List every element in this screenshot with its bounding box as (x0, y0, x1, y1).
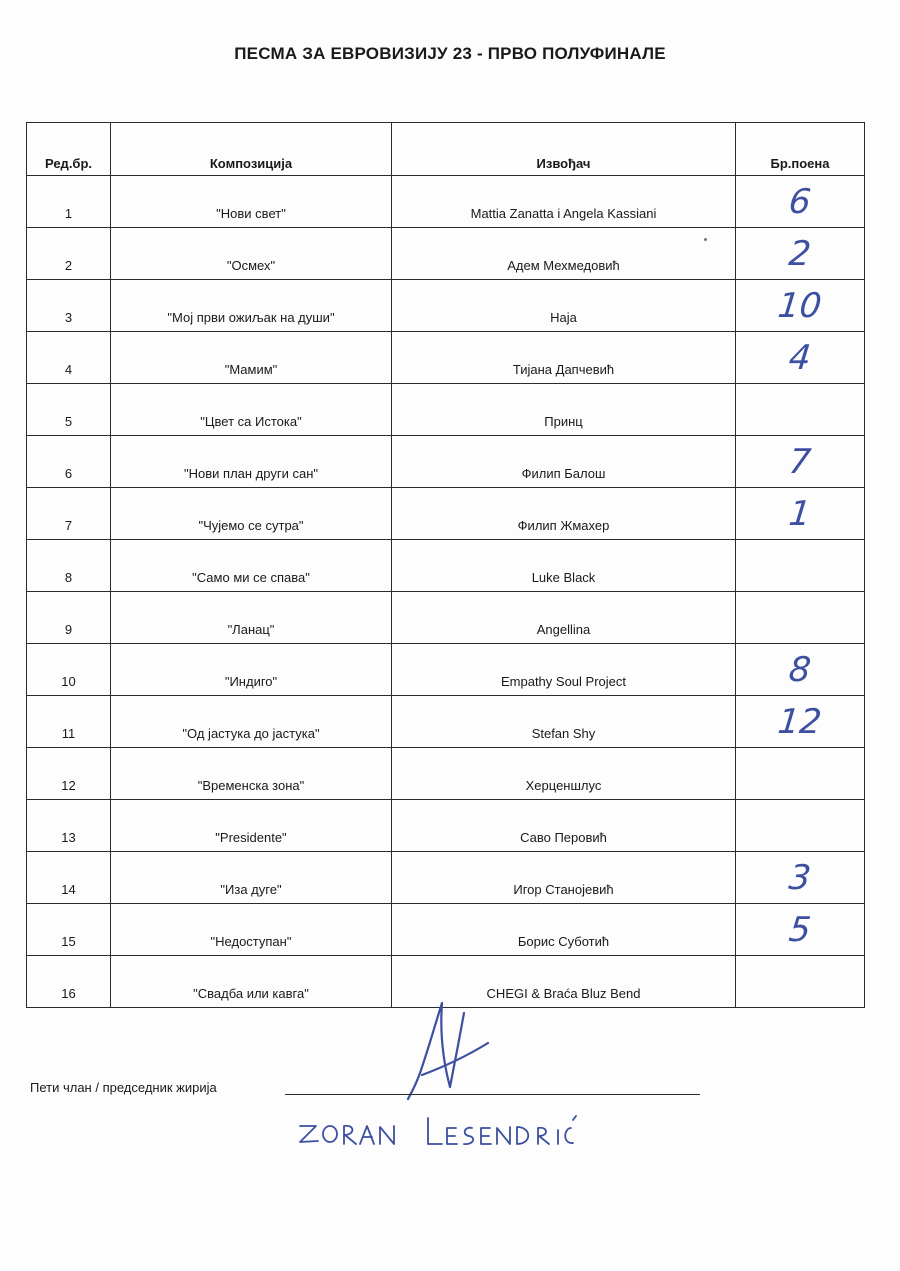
rank-cell: 9 (27, 592, 111, 644)
table-row (27, 748, 865, 800)
handwritten-points: 6 (787, 181, 813, 222)
jury-label: Пети члан / председник жирија (30, 1080, 217, 1095)
points-cell (736, 748, 865, 800)
handwritten-points: 1 (787, 493, 813, 534)
handwritten-points: 3 (787, 857, 813, 898)
header-song: Композиција (111, 123, 392, 176)
song-cell: "Чујемо се сутра" (111, 488, 392, 540)
song-cell: "Мамим" (111, 332, 392, 384)
table-row (27, 852, 865, 904)
points-cell (736, 696, 865, 748)
rank-cell: 13 (27, 800, 111, 852)
header-rank: Ред.бр. (27, 123, 111, 176)
rank-cell: 6 (27, 436, 111, 488)
handwritten-jury-name (296, 1106, 596, 1156)
rank-cell: 10 (27, 644, 111, 696)
song-cell: "Ланац" (111, 592, 392, 644)
handwritten-points: 8 (787, 649, 813, 690)
song-cell: "Мој први ожиљак на души" (111, 280, 392, 332)
artist-cell: Stefan Shy (392, 696, 736, 748)
header-points: Бр.поена (736, 123, 865, 176)
artist-cell: CHEGI & Braća Bluz Bend (392, 956, 736, 1008)
table-row (27, 800, 865, 852)
song-cell: "Недоступан" (111, 904, 392, 956)
rank-cell: 15 (27, 904, 111, 956)
artist-cell: Luke Black (392, 540, 736, 592)
points-cell (736, 644, 865, 696)
handwritten-points: 5 (787, 909, 813, 950)
points-cell (736, 540, 865, 592)
points-cell (736, 956, 865, 1008)
table-row (27, 644, 865, 696)
rank-cell: 3 (27, 280, 111, 332)
song-cell: "Осмех" (111, 228, 392, 280)
handwritten-points: 7 (787, 441, 813, 482)
table-row (27, 332, 865, 384)
artist-cell: Борис Суботић (392, 904, 736, 956)
artist-cell: Mattia Zanatta i Angela Kassiani (392, 176, 736, 228)
rank-cell: 1 (27, 176, 111, 228)
handwritten-points: 12 (776, 701, 824, 742)
table-row (27, 696, 865, 748)
table-row (27, 280, 865, 332)
rank-cell: 2 (27, 228, 111, 280)
artist-cell: Empathy Soul Project (392, 644, 736, 696)
header-artist: Извођач (392, 123, 736, 176)
rank-cell: 14 (27, 852, 111, 904)
points-cell (736, 332, 865, 384)
artist-cell: Игор Станојевић (392, 852, 736, 904)
points-cell (736, 384, 865, 436)
artist-cell: Наја (392, 280, 736, 332)
points-cell (736, 852, 865, 904)
song-cell: "Presidente" (111, 800, 392, 852)
table-row (27, 540, 865, 592)
points-cell (736, 904, 865, 956)
points-cell (736, 280, 865, 332)
points-cell (736, 592, 865, 644)
song-cell: "Само ми се спава" (111, 540, 392, 592)
handwritten-points: 2 (787, 233, 813, 274)
table-row (27, 592, 865, 644)
artist-cell: Тијана Дапчевић (392, 332, 736, 384)
song-cell: "Нови план други сан" (111, 436, 392, 488)
votes-table (26, 122, 865, 1008)
table-row (27, 436, 865, 488)
song-cell: "Свадба или кавга" (111, 956, 392, 1008)
artist-cell: Angellina (392, 592, 736, 644)
song-cell: "Цвет са Истока" (111, 384, 392, 436)
artist-cell: Херценшлус (392, 748, 736, 800)
rank-cell: 8 (27, 540, 111, 592)
rank-cell: 16 (27, 956, 111, 1008)
points-cell (736, 800, 865, 852)
artist-cell: Адем Мехмедовић (392, 228, 736, 280)
rank-cell: 7 (27, 488, 111, 540)
table-row (27, 488, 865, 540)
artist-cell: Саво Перовић (392, 800, 736, 852)
table-row (27, 228, 865, 280)
points-cell (736, 436, 865, 488)
rank-cell: 4 (27, 332, 111, 384)
points-cell (736, 228, 865, 280)
points-cell (736, 176, 865, 228)
song-cell: "Иза дуге" (111, 852, 392, 904)
table-header-row (27, 123, 865, 176)
table-row (27, 904, 865, 956)
song-cell: "Нови свет" (111, 176, 392, 228)
artist-cell: Принц (392, 384, 736, 436)
rank-cell: 11 (27, 696, 111, 748)
table-body (27, 176, 865, 1008)
signature-mark (380, 995, 510, 1105)
song-cell: "Од јастука до јастука" (111, 696, 392, 748)
artist-cell: Филип Балош (392, 436, 736, 488)
table-row (27, 176, 865, 228)
artist-cell: Филип Жмахер (392, 488, 736, 540)
song-cell: "Индиго" (111, 644, 392, 696)
table-row (27, 384, 865, 436)
ink-dot (704, 238, 707, 241)
song-cell: "Временска зона" (111, 748, 392, 800)
handwritten-points: 4 (787, 337, 813, 378)
rank-cell: 5 (27, 384, 111, 436)
points-cell (736, 488, 865, 540)
signature-line (285, 1094, 700, 1095)
rank-cell: 12 (27, 748, 111, 800)
handwritten-points: 10 (776, 285, 824, 326)
document-title: ПЕСМА ЗА ЕВРОВИЗИЈУ 23 - ПРВО ПОЛУФИНАЛЕ (234, 44, 666, 63)
